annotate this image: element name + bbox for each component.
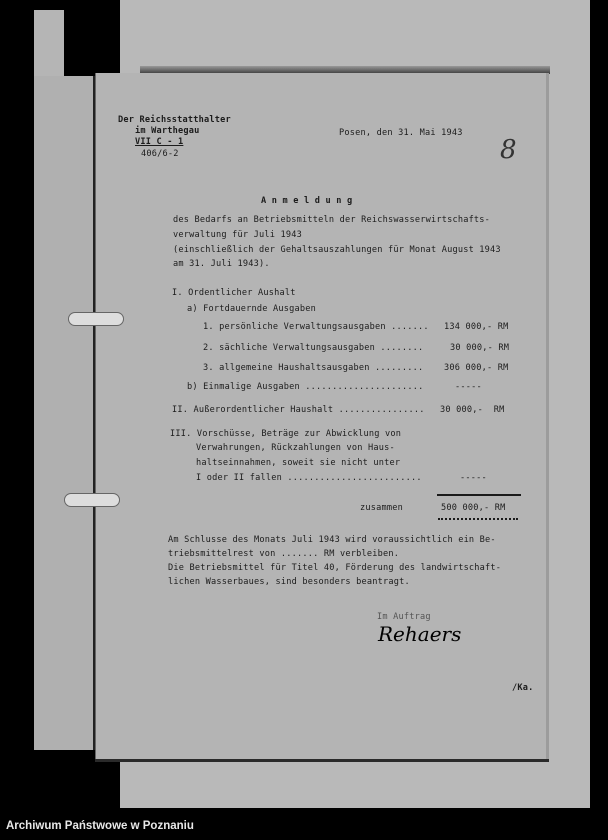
- archive-label: Archiwum Państwowe w Poznaniu: [6, 820, 194, 832]
- binding-thread: [93, 76, 95, 750]
- intro-line-4: am 31. Juli 1943).: [173, 259, 270, 269]
- item-a1-amount: 134 000,- RM: [444, 322, 509, 332]
- intro-line-1: des Bedarfs an Betriebsmitteln der Reichswasserwirtschafts-: [173, 215, 491, 225]
- reference-number: 406/6-2: [141, 149, 179, 159]
- intro-line-2: verwaltung für Juli 1943: [173, 230, 302, 240]
- item-b-label: b) Einmalige Ausgaben ......................: [187, 382, 424, 392]
- closing-line-4: lichen Wasserbaues, sind besonders beantragt.: [168, 577, 410, 587]
- total-rule: [437, 494, 521, 496]
- item-a2-label: 2. sächliche Verwaltungsausgaben ........: [203, 343, 424, 353]
- binding-loop-top: [68, 312, 124, 326]
- place-date: Posen, den 31. Mai 1943: [339, 128, 463, 138]
- sender-line1: Der Reichsstatthalter: [118, 115, 231, 125]
- total-label: zusammen: [360, 503, 403, 513]
- item-a3-amount: 306 000,- RM: [444, 363, 509, 373]
- typist-initials: /Ka.: [512, 683, 534, 693]
- closing-line-2: triebsmittelrest von ....... RM verbleiben.: [168, 549, 400, 559]
- section-III-amount: -----: [460, 473, 487, 483]
- left-binding-strip: [34, 76, 95, 750]
- document-title: A n m e l d u n g: [261, 196, 353, 206]
- signature-prefix: Im Auftrag: [377, 612, 431, 622]
- section-III-line3: haltseinnahmen, soweit sie nicht unter: [196, 458, 401, 468]
- section-III-line4: I oder II fallen .........................: [196, 473, 422, 483]
- binding-loop-bottom: [64, 493, 120, 507]
- section-III-line2: Verwahrungen, Rückzahlungen von Haus-: [196, 443, 395, 453]
- item-a3-label: 3. allgemeine Haushaltsausgaben .........: [203, 363, 424, 373]
- closing-line-1: Am Schlusse des Monats Juli 1943 wird voraussichtlich ein Be-: [168, 535, 496, 545]
- item-b-amount: -----: [455, 382, 482, 392]
- item-a1-label: 1. persönliche Verwaltungsausgaben .......: [203, 322, 429, 332]
- document-page: [95, 73, 549, 759]
- sender-department: VII C - 1: [135, 137, 184, 147]
- sender-line2: im Warthegau: [135, 126, 200, 136]
- section-I: I. Ordentlicher Aushalt: [172, 288, 296, 298]
- section-II-amount: 30 000,- RM: [440, 405, 505, 415]
- section-I-a: a) Fortdauernde Ausgaben: [187, 304, 316, 314]
- intro-line-3: (einschließlich der Gehaltsauszahlungen für Monat August 1943: [173, 245, 501, 255]
- closing-line-3: Die Betriebsmittel für Titel 40, Förderung des landwirtschaft-: [168, 563, 502, 573]
- total-double-underline: [438, 518, 518, 520]
- total-amount: 500 000,- RM: [441, 503, 506, 513]
- page-number: 8: [500, 135, 517, 165]
- section-III-line1: III. Vorschüsse, Beträge zur Abwicklung von: [170, 429, 402, 439]
- signature: Rehaers: [378, 622, 462, 646]
- section-II-label: II. Außerordentlicher Haushalt ................: [172, 405, 425, 415]
- item-a2-amount: 30 000,- RM: [450, 343, 510, 353]
